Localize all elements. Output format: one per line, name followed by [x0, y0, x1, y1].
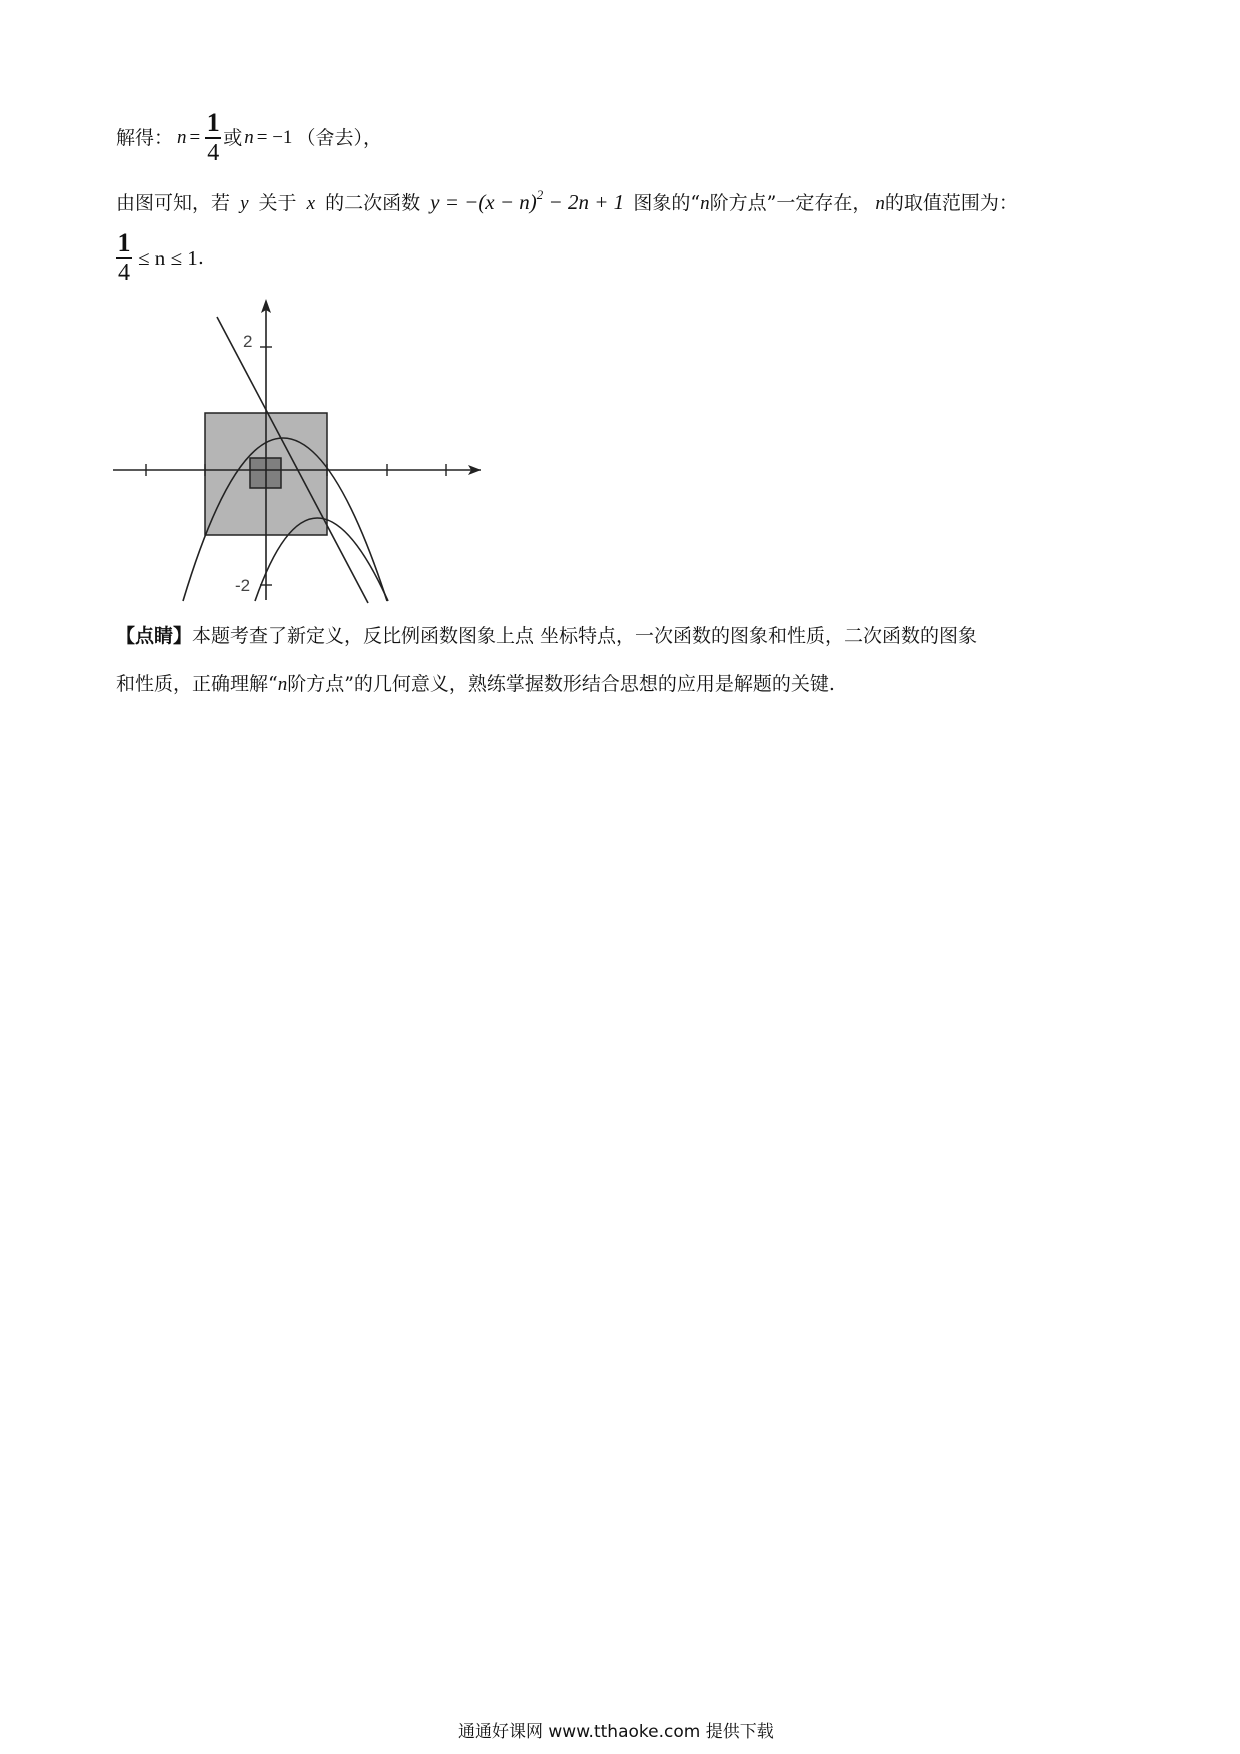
key-point-line-1: [116, 624, 977, 648]
y-label-2: 2: [243, 332, 253, 351]
key-point-tag: 【点睛】: [116, 625, 193, 647]
fraction-denominator: 4: [116, 257, 132, 287]
period: .: [197, 247, 204, 269]
var-y: y: [240, 193, 249, 214]
formula-part: y = −(x − n): [430, 190, 537, 214]
inequality: ≤ n ≤ 1: [138, 246, 198, 270]
discard-note: （舍去），: [296, 127, 382, 149]
function-graph-figure: [105, 295, 495, 610]
equals: =: [189, 127, 201, 148]
quadratic-formula: [430, 187, 629, 214]
text-segment: 关于: [258, 192, 297, 214]
equals-minus-one: = −1: [256, 127, 293, 148]
fraction-denominator: 4: [205, 137, 221, 167]
text-segment: 阶方点”一定存在，: [709, 192, 872, 214]
key-point-text: 阶方点”的几何意义，熟练掌握数形结合思想的应用是解题的关键.: [287, 673, 835, 695]
fraction-numerator: 1: [206, 108, 220, 137]
var-n: n: [177, 127, 187, 148]
var-x: x: [306, 193, 316, 214]
key-point-text: 本题考查了新定义，反比例函数图象上点 坐标特点，一次函数的图象和性质，二次函数的图象: [192, 625, 978, 647]
range-result: [116, 228, 204, 288]
var-n: n: [875, 193, 885, 214]
fraction-numerator: 1: [117, 228, 131, 257]
var-n: n: [700, 193, 710, 214]
key-point-line-2: [116, 672, 835, 697]
text-segment: 的取值范围为：: [884, 192, 1018, 214]
formula-part: − 2n + 1: [548, 190, 625, 214]
solution-line: [116, 110, 382, 166]
formula-exponent: 2: [536, 187, 544, 202]
or-word: 或: [223, 127, 243, 149]
text-segment: 由图可知，若: [116, 192, 231, 214]
text-segment: 图象的“: [633, 192, 701, 214]
range-statement: [116, 183, 1018, 216]
var-n: n: [277, 674, 288, 695]
key-point-text: 和性质，正确理解“: [116, 673, 278, 695]
fraction-one-quarter: [205, 109, 221, 167]
solution-prefix: 解得：: [116, 127, 174, 149]
text-segment: 的二次函数: [325, 192, 421, 214]
y-label-minus-2: -2: [235, 576, 251, 595]
page-footer: 通通好课网 www.tthaoke.com 提供下载: [458, 1722, 774, 1742]
var-n-2: n: [244, 127, 254, 148]
fraction-one-quarter: [116, 229, 132, 287]
